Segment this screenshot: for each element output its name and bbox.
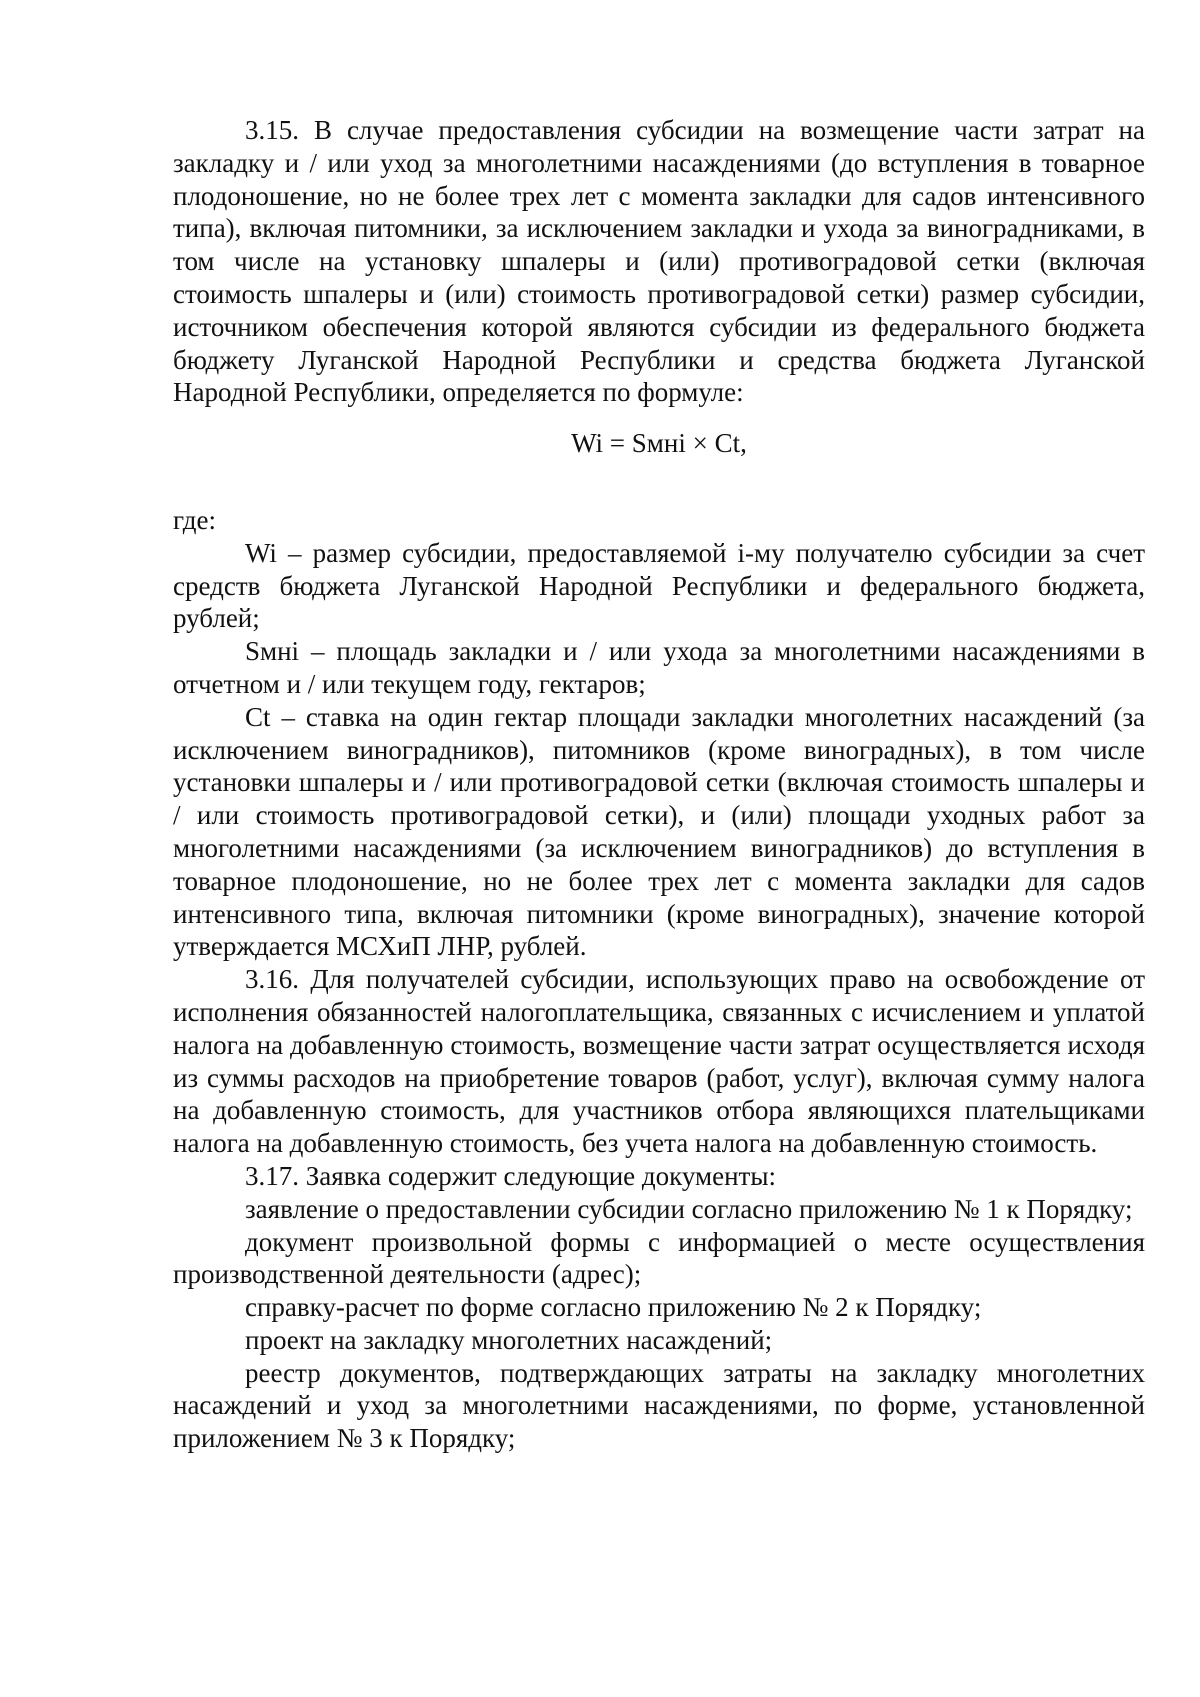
- list-item-calculation-certificate: справку-расчет по форме согласно приложению № 2 к Порядку;: [245, 1292, 982, 1323]
- list-item-address-document: документ произвольной формы с информацией о месте осуществления производственной деятельности (адрес);: [173, 1226, 1145, 1290]
- list-item-planting-project: проект на закладку многолетних насаждений;: [245, 1324, 773, 1355]
- where-label: где:: [173, 504, 216, 535]
- definition-wi: Wi – размер субсидии, предоставляемой i-му получателю субсидии за счет средств бюджета Луганской Народной Республики и федерального бюджета, рублей;: [173, 537, 1145, 634]
- formula: Wi = Sмнi × Ct,: [571, 428, 747, 459]
- list-item-cost-register: реестр документов, подтверждающих затраты на закладку многолетних насаждений и уход за многолетними насаждениями, по форме, установленной приложением № 3 к Порядку;: [173, 1357, 1145, 1454]
- list-item-application: заявление о предоставлении субсидии согласно приложению № 1 к Порядку;: [245, 1193, 1133, 1224]
- paragraph-3-15: 3.15. В случае предоставления субсидии на возмещение части затрат на закладку и / или уход за многолетними насаждениями (до вступления в товарное плодоношение, но не более трех лет с момента закладки для садов интенсивного типа), включая питомники, за исключением закладки и ухода за виноградниками, в том числе на установку шпалеры и (или) противоградовой сетки (включая стоимость шпалеры и (или) стоимость противоградовой сетки) размер субсидии, источником обеспечения которой являются субсидии из федерального бюджета бюджету Луганской Народной Республики и средства бюджета Луганской Народной Республики, определяется по формуле:: [173, 115, 1145, 408]
- definition-smni: Sмнi – площадь закладки и / или ухода за многолетними насаждениями в отчетном и / или текущем году, гектаров;: [173, 636, 1145, 699]
- document-body: [173, 114, 1145, 1455]
- paragraph-3-17: 3.17. Заявка содержит следующие документы:: [245, 1160, 776, 1191]
- definition-ct: Ct – ставка на один гектар площади закладки многолетних насаждений (за исключением виноградников), питомников (кроме виноградных), в том числе установки шпалеры и / или противоградовой сетки (включая стоимость шпалеры и / или стоимость противоградовой сетки), и (или) площади уходных работ за многолетними насаждениями (за исключением виноградников) до вступления в товарное плодоношение, но не более трех лет с момента закладки для садов интенсивного типа, включая питомники (кроме виноградных), значение которой утверждается МСХиП ЛНР, рублей.: [173, 701, 1145, 962]
- paragraph-3-16: 3.16. Для получателей субсидии, использующих право на освобождение от исполнения обязанностей налогоплательщика, связанных с исчислением и уплатой налога на добавленную стоимость, возмещение части затрат осуществляется исходя из суммы расходов на приобретение товаров (работ, услуг), включая сумму налога на добавленную стоимость, для участников отбора являющихся плательщиками налога на добавленную стоимость, без учета налога на добавленную стоимость.: [173, 964, 1145, 1159]
